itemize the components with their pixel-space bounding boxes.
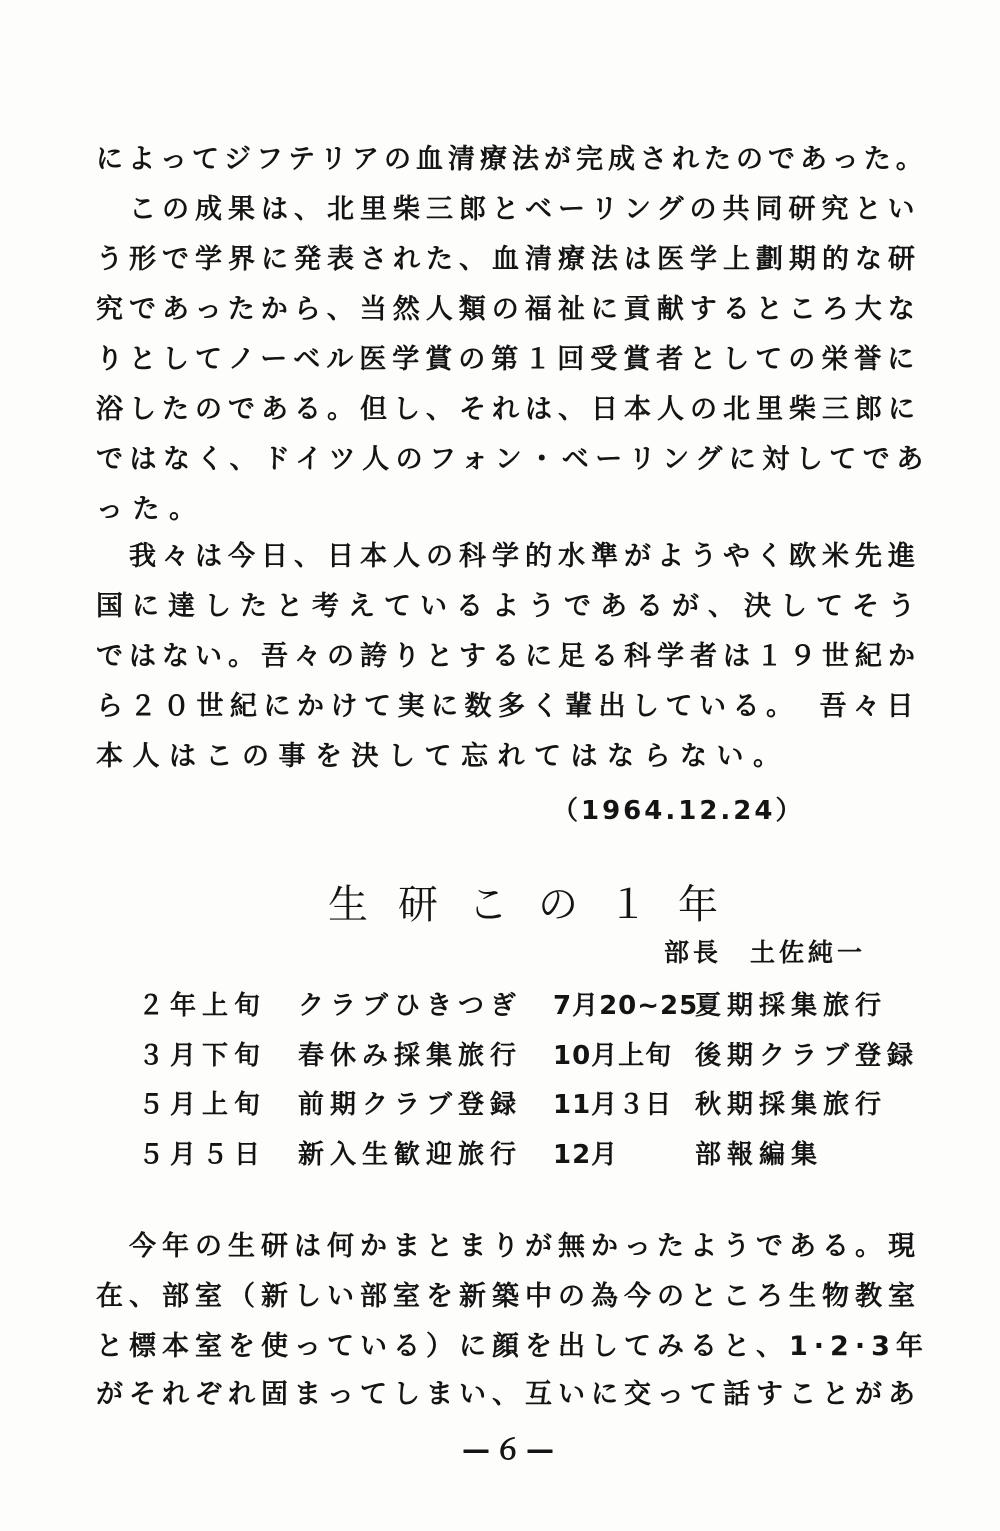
schedule-event: 春休み採集旅行 [298,1041,523,1071]
body-line: がそれぞれ固まってしまい、互いに交って話すことがあ [96,1379,921,1410]
body-line: と標本室を使っている）に顔を出してみると、1·2·3年 [96,1331,929,1362]
body-line: ではない。吾々の誇りとするに足る科学者は１９世紀か [96,641,921,672]
body-line: 我々は今日、日本人の科学的水準がようやく欧米先進 [96,541,921,572]
schedule-event: 前期クラブ登録 [298,1090,523,1120]
schedule-date: ５月上旬 [138,1090,267,1120]
schedule-date: ２年上旬 [138,991,267,1021]
schedule-event: 夏期採集旅行 [695,991,888,1021]
schedule-date: ５月５日 [138,1140,267,1170]
body-line: う形で学界に発表された、血清療法は医学上劃期的な研 [96,244,921,275]
schedule-event: 新入生歓迎旅行 [298,1140,523,1170]
schedule-date: 10月上旬 [553,1041,673,1071]
section-title: 生研この１年 [328,882,748,928]
body-line: 究であったから、当然人類の福祉に貢献するところ大な [96,294,921,325]
schedule-event: 部報編集 [695,1140,824,1170]
schedule-row [0,1134,1000,1174]
schedule-date: ３月下旬 [138,1041,267,1071]
body-line: ではなく、ドイツ人のフォン・ベーリングに対してであ [96,444,930,475]
schedule-row [0,985,1000,1025]
body-line: 今年の生研は何かまとまりが無かったようである。現 [96,1231,921,1262]
author-byline [664,933,866,969]
body-line: りとしてノーベル医学賞の第１回受賞者としての栄誉に [96,344,921,375]
schedule-date: 11月３日 [553,1090,673,1120]
author-name: 土佐純一 [750,938,867,967]
body-line: ら２０世紀にかけて実に数多く輩出している。 吾々日 [96,691,920,722]
schedule-event: 秋期採集旅行 [695,1090,888,1120]
body-line: 浴したのである。但し、それは、日本人の北里柴三郎に [96,394,921,425]
page-number: —６— [462,1433,559,1466]
body-line: この成果は、北里柴三郎とベーリングの共同研究とい [96,194,921,225]
author-role: 部長 [664,938,723,967]
body-line: った。 [96,494,206,525]
body-line: によってジフテリアの血清療法が完成されたのであった。 [96,144,928,175]
essay-date: （1964.12.24） [552,796,805,826]
schedule-event: 後期クラブ登録 [695,1041,920,1071]
body-line: 本人はこの事を決して忘れてはならない。 [96,741,790,772]
body-line: 国に達したと考えているようであるが、決してそう [96,591,924,622]
schedule-row [0,1084,1000,1124]
schedule-row [0,1035,1000,1075]
schedule-date: 7月20~25 [553,991,699,1021]
schedule-date: 12月 [553,1140,619,1170]
schedule-event: クラブひきつぎ [298,991,523,1021]
body-line: 在、部室（新しい部室を新築中の為今のところ生物教室 [96,1281,921,1312]
